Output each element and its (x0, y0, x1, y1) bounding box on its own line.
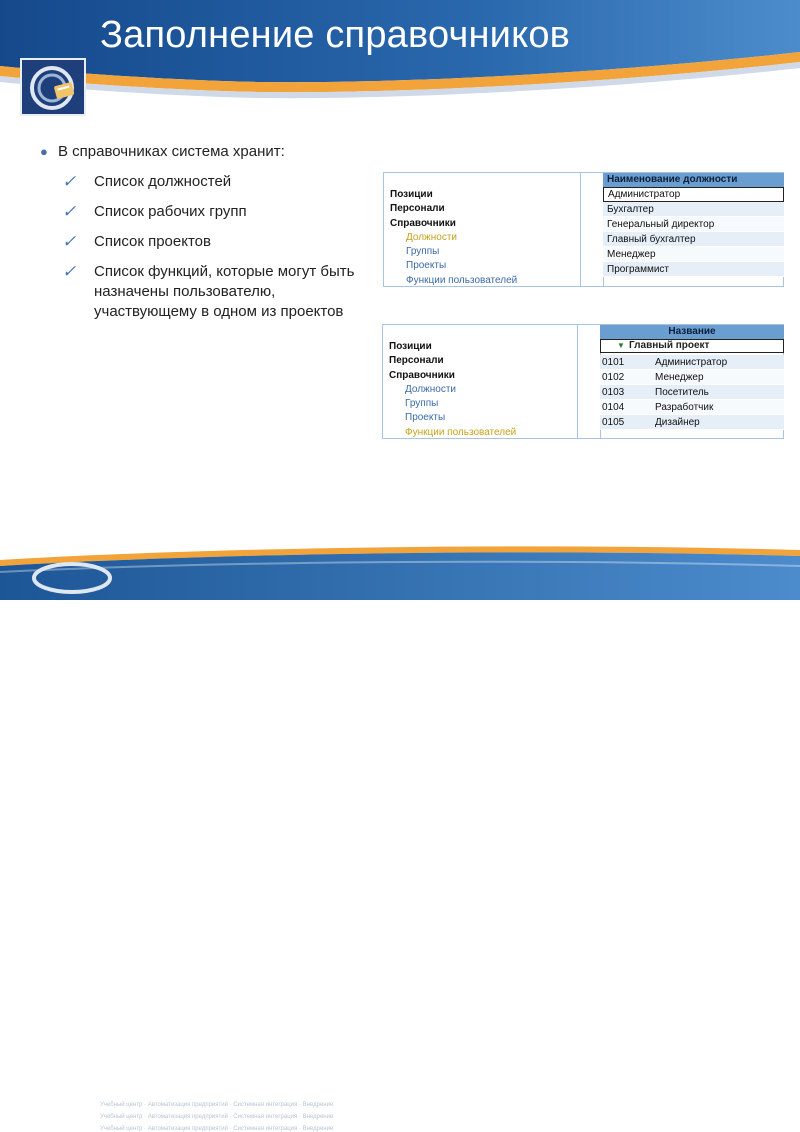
slide-title: Заполнение справочников (100, 14, 571, 56)
nav-tree (383, 325, 579, 438)
grid-row[interactable] (600, 415, 784, 430)
nav-item-user-functions[interactable]: Функции пользователей (406, 274, 518, 286)
row-name: Администратор (655, 357, 728, 368)
slide-footer (0, 540, 800, 1132)
checkmark-icon: ✓ (62, 202, 77, 221)
checkmark-icon: ✓ (62, 232, 77, 251)
row-code: 0102 (602, 372, 625, 383)
column-divider (577, 325, 578, 438)
checkmark-icon: ✓ (62, 172, 77, 191)
row-name: Разработчик (655, 402, 714, 413)
brand-logo: окс (60, 1109, 84, 1125)
nav-item-personnel[interactable]: Персонали (390, 203, 445, 215)
nav-item-groups[interactable]: Группы (405, 398, 439, 410)
list-item (62, 262, 362, 322)
list-item-text: Список функций, которые могут быть назначены пользователю, участвующему в одном из проектов (94, 263, 355, 320)
footer-fine-print: Учебный центр · Автоматизация предприятий · Системная интеграция · Внедрение (100, 1114, 334, 1120)
row-name: Менеджер (655, 372, 704, 383)
intro-line (40, 143, 285, 160)
nav-item-projects[interactable]: Проекты (406, 260, 447, 272)
nav-item-user-functions[interactable]: Функции пользователей (405, 426, 517, 438)
footer-fine-print: Учебный центр · Автоматизация предприятий · Системная интеграция · Внедрение (100, 1102, 334, 1108)
nav-tree (384, 173, 580, 286)
nav-item-job-titles[interactable]: Должности (406, 231, 458, 243)
nav-item-positions[interactable]: Позиции (389, 341, 432, 352)
grid-row[interactable]: Администратор (603, 187, 784, 202)
grid-header[interactable]: Название (600, 325, 784, 339)
grid-row[interactable]: Бухгалтер (603, 202, 784, 217)
nav-item-directories[interactable]: Справочники (389, 369, 455, 381)
grid-row[interactable] (600, 400, 784, 415)
grid-header[interactable]: Наименование должности (603, 173, 784, 187)
nav-item-job-titles[interactable]: Должности (405, 383, 457, 395)
functions-directory-panel (382, 324, 784, 439)
list-item-text: Список рабочих групп (94, 203, 247, 220)
checklist (62, 172, 362, 332)
row-code: 0103 (602, 387, 625, 398)
list-item-text: Список проектов (94, 233, 211, 250)
grid-row[interactable]: Главный бухгалтер (603, 232, 784, 247)
list-item (62, 232, 362, 252)
nav-item-personnel[interactable]: Персонали (389, 355, 444, 367)
expand-triangle-icon[interactable]: ▼ (617, 341, 625, 350)
positions-grid (603, 173, 784, 277)
grid-row[interactable]: Генеральный директор (603, 217, 784, 232)
grid-row[interactable] (600, 355, 784, 370)
footer-wave (0, 540, 800, 600)
grid-row[interactable]: Менеджер (603, 247, 784, 262)
group-title: Главный проект (629, 340, 710, 351)
functions-grid (600, 325, 784, 430)
footer-fine-print: Учебный центр · Автоматизация предприятий · Системная интеграция · Внедрение (100, 1126, 334, 1132)
intro-text: В справочниках система хранит: (58, 143, 285, 160)
logo-icon (22, 60, 84, 114)
row-code: 0105 (602, 417, 625, 428)
list-item (62, 172, 362, 192)
row-code: 0101 (602, 357, 625, 368)
logo (20, 58, 86, 116)
bullet-icon: ● (40, 144, 48, 159)
nav-item-directories[interactable]: Справочники (390, 217, 456, 229)
list-item-text: Список должностей (94, 173, 232, 190)
positions-directory-panel (383, 172, 784, 287)
nav-item-positions[interactable]: Позиции (390, 189, 433, 200)
checkmark-icon: ✓ (62, 262, 77, 281)
nav-item-groups[interactable]: Группы (406, 246, 440, 258)
slide-header (0, 0, 800, 130)
grid-row[interactable] (600, 385, 784, 400)
group-row[interactable] (600, 339, 784, 353)
nav-item-projects[interactable]: Проекты (405, 412, 446, 424)
grid-row[interactable]: Программист (603, 262, 784, 277)
row-name: Дизайнер (655, 417, 700, 428)
grid-row[interactable] (600, 370, 784, 385)
column-divider (580, 173, 581, 286)
row-name: Посетитель (655, 387, 709, 398)
list-item (62, 202, 362, 222)
row-code: 0104 (602, 402, 625, 413)
